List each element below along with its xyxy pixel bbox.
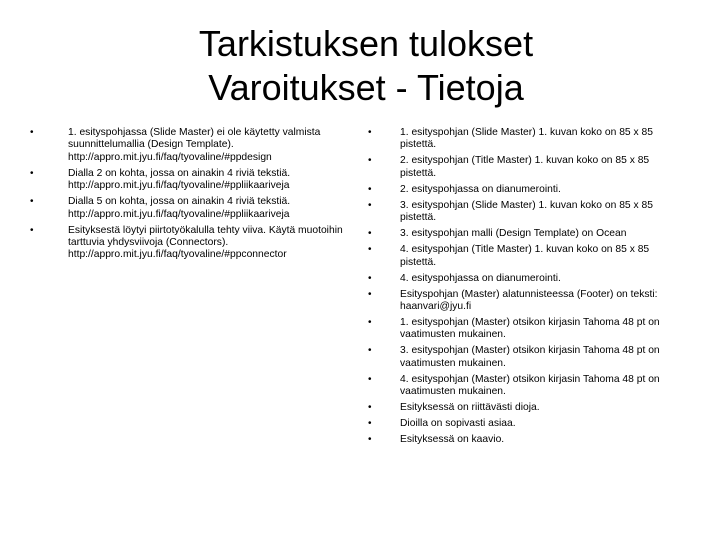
list-item (368, 228, 688, 240)
warnings-list (28, 127, 343, 265)
list-item (368, 155, 688, 180)
list-item (368, 418, 688, 430)
bullet-icon: • (368, 272, 372, 284)
bullet-icon: • (368, 402, 372, 414)
list-item-text: 4. esityspohjan (Title Master) 1. kuvan koko on 85 x 85 pistettä. (400, 244, 650, 268)
list-item-text: Dioilla on sopivasti asiaa. (400, 418, 516, 430)
list-item (28, 127, 343, 164)
bullet-icon: • (368, 434, 372, 446)
list-item (28, 196, 343, 221)
info-list (368, 127, 688, 450)
list-item-text: Esityksessä on kaavio. (400, 434, 505, 446)
bullet-icon: • (368, 183, 372, 195)
list-item (368, 244, 688, 269)
bullet-icon: • (30, 196, 34, 208)
list-item-text: 4. esityspohjassa on dianumerointi. (400, 272, 561, 284)
list-item-text: 2. esityspohjan (Title Master) 1. kuvan koko on 85 x 85 pistettä. (400, 155, 650, 179)
bullet-icon: • (368, 373, 372, 385)
list-item-text: 3. esityspohjan malli (Design Template) on Ocean (400, 228, 627, 240)
list-item-text: Esityksestä löytyi piirtotyökalulla tehty viiva. Käytä muotoihin tarttuvia yhdysviivoja (Connectors). http://appro.mit.jyu.fi/faq/tyovaline/#ppconnector (68, 224, 343, 261)
slide-title-line-1: Tarkistuksen tulokset (198, 23, 534, 64)
list-item-text: 1. esityspohjan (Slide Master) 1. kuvan koko on 85 x 85 pistettä. (400, 127, 653, 151)
bullet-icon: • (30, 127, 34, 138)
list-item (368, 127, 688, 152)
list-item-text: 3. esityspohjan (Master) otsikon kirjasin Tahoma 48 pt on vaatimusten mukainen. (400, 345, 660, 369)
list-item-text: 1. esityspohjassa (Slide Master) ei ole käytetty valmista suunnittelumallia (Design Template). http://appro.mit.jyu.fi/faq/tyovaline/#ppdesign (68, 127, 321, 163)
list-item-text: Dialla 2 on kohta, jossa on ainakin 4 riviä tekstiä. http://appro.mit.jyu.fi/faq/tyovaline/#ppliikaariveja (68, 167, 291, 192)
list-item (368, 184, 688, 196)
list-item-text: 1. esityspohjan (Master) otsikon kirjasin Tahoma 48 pt on vaatimusten mukainen. (400, 317, 660, 341)
list-item-text: 3. esityspohjan (Slide Master) 1. kuvan koko on 85 x 85 pistettä. (400, 199, 653, 224)
bullet-icon: • (368, 155, 372, 167)
list-item (28, 168, 343, 193)
bullet-icon: • (368, 199, 372, 211)
list-item-text: Esityksessä on riittävästi dioja. (400, 402, 540, 414)
bullet-icon: • (368, 228, 372, 240)
list-item (368, 273, 688, 285)
bullet-icon: • (368, 345, 372, 357)
list-item (368, 289, 688, 314)
list-item (28, 225, 343, 262)
list-item (368, 374, 688, 399)
bullet-icon: • (368, 127, 372, 138)
bullet-icon: • (30, 167, 34, 179)
slide-title-line-2: Varoitukset - Tietoja (208, 67, 524, 108)
list-item (368, 402, 688, 414)
list-item-text: 2. esityspohjassa on dianumerointi. (400, 183, 561, 195)
bullet-icon: • (368, 288, 372, 300)
list-item (368, 345, 688, 370)
bullet-icon: • (30, 224, 34, 236)
bullet-icon: • (368, 244, 372, 256)
slide-title (0, 22, 720, 110)
list-item-text: 4. esityspohjan (Master) otsikon kirjasin Tahoma 48 pt on vaatimusten mukainen. (400, 373, 660, 398)
list-item (368, 200, 688, 225)
list-item (368, 434, 688, 446)
list-item (368, 317, 688, 342)
list-item-text: Esityspohjan (Master) alatunnisteessa (Footer) on teksti: haanvari@jyu.fi (400, 288, 658, 313)
bullet-icon: • (368, 317, 372, 329)
bullet-icon: • (368, 418, 372, 430)
list-item-text: Dialla 5 on kohta, jossa on ainakin 4 riviä tekstiä. http://appro.mit.jyu.fi/faq/tyovaline/#ppliikaariveja (68, 196, 291, 220)
